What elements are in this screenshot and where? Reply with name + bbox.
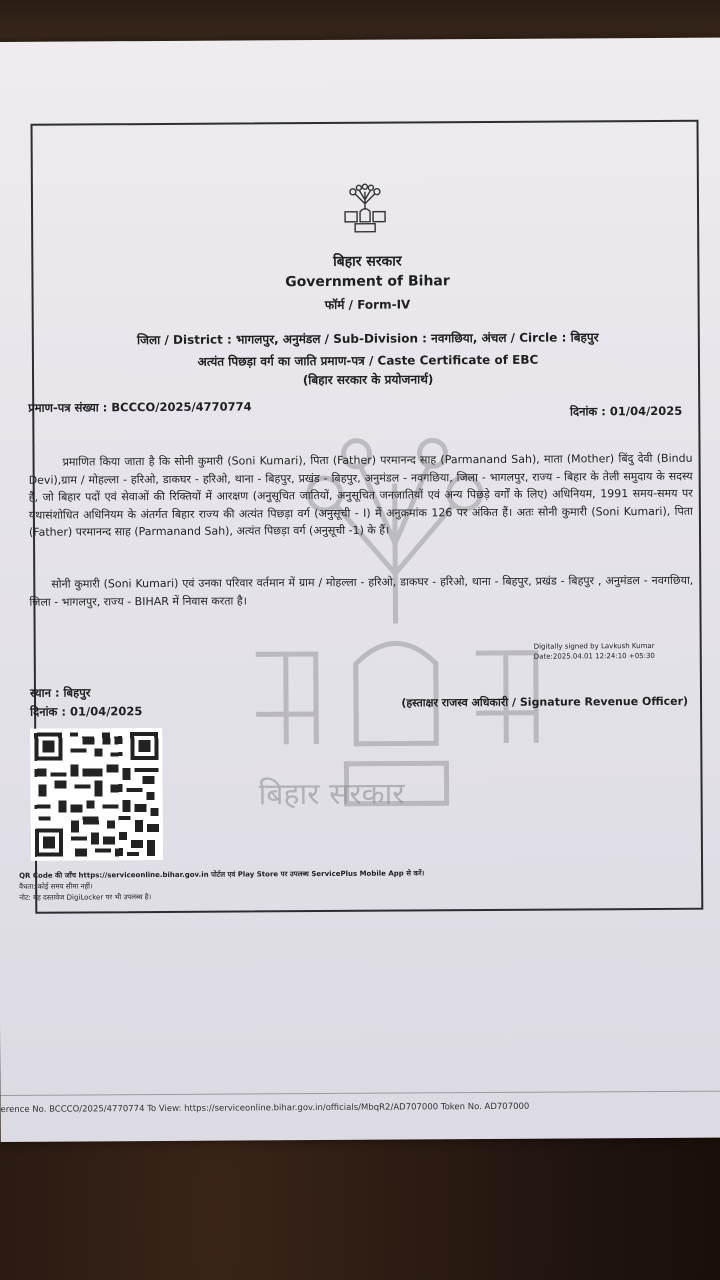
digital-signature-line2: Date:2025.04.01 12:24:10 +05:30 — [533, 651, 655, 661]
govt-title-english: Government of Bihar — [285, 273, 450, 291]
validity-note: वैधता: कोई समय सीमा नहीं। — [19, 882, 93, 891]
qr-code-icon[interactable] — [30, 728, 163, 861]
qr-verify-note: QR Code की जाँच https://serviceonline.bihar.gov.in पोर्टल एवं Play Store पर उपलब्ध ServicePlus Mobile App से करें। — [19, 869, 425, 880]
certificate-paragraph-1: प्रमाणित किया जाता है कि सोनी कुमारी (Soni Kumari), पिता (Father) परमानन्द साह (Parmanand Sah), माता (Mother) बिंदु देवी (Bindu Devi),ग्राम / मोहल्ला - हरिओ, डाकघर - हरिओ, थाना - बिहपुर, प्रखंड - बिहपुर, अनुमंडल - नवगछिया, जिला - भागलपुर, राज्य - बिहार के तेली समुदाय के सदस्य हैं, जो बिहार पदों एवं सेवाओं की रिक्तियों में आरक्षण (अनुसूचित जातियों, अनुसूचित जनजातियों एवं अन्य पिछड़े वर्गों के लिए) अधिनियम, 1991 समय-समय पर यथासंशोधित अधिनियम के अंतर्गत बिहार राज्य की अत्यंत पिछड़ा वर्ग (अनुसूची - I) में अनुक्रमांक 126 पर अंकित हैं। अतः सोनी कुमारी (Soni Kumari), पिता (Father) परमानन्द साह (Parmanand Sah), अत्यंत पिछड़ा वर्ग (अनुसूची -1) के हैं। — [28, 451, 693, 539]
certificate-title: अत्यंत पिछड़ा वर्ग का जाति प्रमाण-पत्र / Caste Certificate of EBC — [197, 352, 539, 369]
digilocker-note: नोट: यह दस्तावेज DigiLocker पर भी उपलब्ध है। — [19, 893, 152, 902]
footer-reference: erence No. BCCCO/2025/4770774 To View: https://serviceonline.bihar.gov.in/officials/MbqR2/AD707000 Token No. AD707000 — [0, 1101, 530, 1115]
place-date: दिनांक : 01/04/2025 — [30, 704, 143, 719]
form-number: फॉर्म / Form-IV — [324, 297, 411, 312]
bihar-emblem-icon — [333, 182, 397, 238]
certificate-subtitle: (बिहार सरकार के प्रयोजनार्थ) — [302, 372, 434, 388]
watermark-text: बिहार सरकार — [258, 776, 405, 813]
certificate-paragraph-2: सोनी कुमारी (Soni Kumari) एवं उनका परिवार वर्तमान में ग्राम / मोहल्ला - हरिओ, डाकघर - हरिओ, थाना - बिहपुर, प्रखंड - बिहपुर , अनुमंडल - नवगछिया, जिला - भागलपुर, राज्य - BIHAR में निवास करता है। — [29, 573, 694, 609]
certificate-frame — [19, 120, 704, 914]
issue-date: दिनांक : 01/04/2025 — [569, 403, 683, 419]
place: स्थान : बिहपुर — [29, 685, 91, 700]
location-line: जिला / District : भागलपुर, अनुमंडल / Sub-Division : नवगछिया, अंचल / Circle : बिहपुर — [136, 330, 599, 348]
certificate-paper — [0, 38, 720, 1142]
footer-divider — [0, 1091, 720, 1096]
signature-officer: (हस्ताक्षर राजस्व अधिकारी / Signature Revenue Officer) — [401, 694, 689, 710]
govt-title-hindi: बिहार सरकार — [333, 253, 402, 270]
certificate-number: प्रमाण-पत्र संख्या : BCCCO/2025/4770774 — [28, 399, 252, 415]
digital-signature-line1: Digitally signed by Lavkush Kumar — [533, 641, 655, 651]
